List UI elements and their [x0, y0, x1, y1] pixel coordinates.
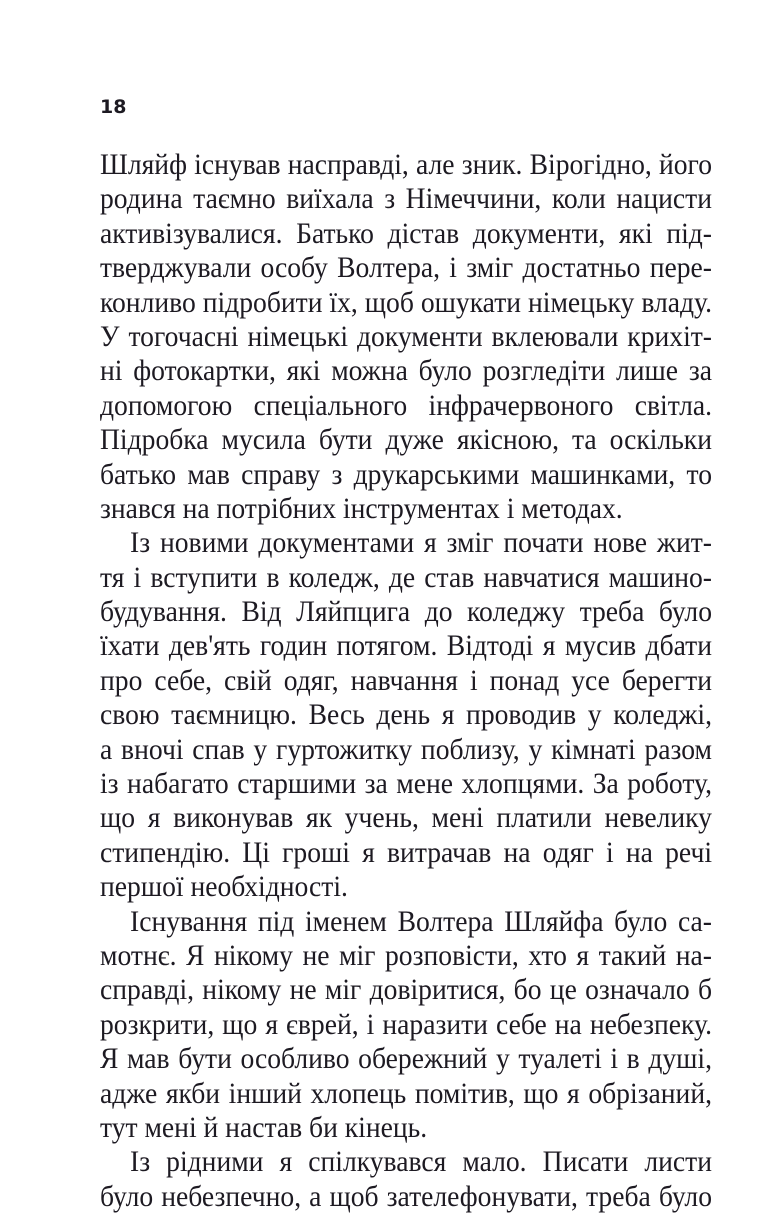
text-line-content: Підробка мусила бути дуже якісною, та оскільки	[100, 423, 712, 457]
text-line	[100, 458, 712, 492]
text-line	[100, 286, 712, 320]
text-line-content: Шляйф існував насправді, але зник. Вірогідно, його	[100, 148, 712, 181]
text-line	[100, 492, 712, 526]
text-line-content: стипендію. Ці гроші я витрачав на одяг і на речі	[100, 835, 712, 869]
text-line-content: Із новими документами я зміг почати нове жит-	[130, 526, 712, 560]
text-line-content: їхати дев'ять годин потягом. Відтоді я мусив дбати	[100, 629, 712, 663]
text-line	[100, 1180, 712, 1214]
paragraph	[100, 526, 712, 904]
text-line-content: Я мав бути особливо обережний у туалеті і в душі,	[100, 1042, 712, 1076]
text-line	[100, 217, 712, 251]
text-line-content: тут мені й настав би кінець.	[100, 1110, 428, 1144]
text-line	[100, 767, 712, 801]
text-line	[100, 870, 712, 904]
text-line	[100, 1008, 712, 1042]
text-line	[100, 320, 712, 354]
text-line	[100, 148, 712, 182]
text-line	[100, 389, 712, 423]
text-line-content: про себе, свій одяг, навчання і понад усе берегти	[100, 663, 712, 697]
paragraph	[100, 905, 712, 1146]
text-line-content: а вночі спав у гуртожитку поблизу, у кімнаті разом	[100, 732, 712, 766]
text-line-content: активізувалися. Батько дістав документи, які під-	[100, 216, 712, 250]
text-line-content: конливо підробити їх, щоб ошукати німецьку владу.	[100, 285, 712, 319]
page-number: 18	[100, 96, 127, 118]
text-line-content: що я виконував як учень, мені платили невелику	[100, 801, 712, 835]
text-line	[100, 354, 712, 388]
text-line	[100, 973, 712, 1007]
text-line-content: батько мав справу з друкарськими машинками, то	[100, 457, 712, 491]
text-line-content: тверджували особу Волтера, і зміг достатньо пере-	[100, 251, 712, 285]
text-line-content: було небезпечно, а щоб зателефонувати, треба було	[100, 1179, 712, 1213]
text-line-content: адже якби інший хлопець помітив, що я обрізаний,	[100, 1076, 712, 1110]
text-line	[100, 561, 712, 595]
text-line	[100, 905, 712, 939]
text-line-content: першої необхідності.	[100, 870, 348, 904]
text-line	[100, 801, 712, 835]
text-line-content: У тогочасні німецькі документи вклеювали крихіт-	[100, 319, 712, 353]
text-line	[100, 1111, 712, 1145]
text-line	[100, 939, 712, 973]
text-line	[100, 251, 712, 285]
text-line	[100, 733, 712, 767]
text-line-content: знався на потрібних інструментах і методах.	[100, 491, 623, 525]
text-line	[100, 836, 712, 870]
text-line	[100, 664, 712, 698]
text-line-content: розкрити, що я єврей, і наразити себе на небезпеку.	[100, 1007, 712, 1041]
text-line	[100, 1042, 712, 1076]
text-line-content: мотнє. Я нікому не міг розповісти, хто я такий на-	[100, 938, 712, 972]
body-text	[100, 148, 712, 1214]
text-line-content: родина таємно виїхала з Німеччини, коли нацисти	[100, 182, 712, 216]
text-line-content: Існування під іменем Волтера Шляйфа було са-	[130, 904, 712, 938]
paragraph	[100, 148, 712, 526]
text-line	[100, 526, 712, 560]
text-line-content: ні фотокартки, які можна було розгледіти лише за	[100, 354, 712, 388]
text-line	[100, 629, 712, 663]
text-line-content: справді, нікому не міг довіритися, бо це означало б	[100, 973, 712, 1007]
text-line-content: свою таємницю. Весь день я проводив у коледжі,	[100, 698, 712, 732]
text-line	[100, 182, 712, 216]
paragraph	[100, 1145, 712, 1214]
text-line	[100, 698, 712, 732]
text-line-content: допомогою спеціального інфрачервоного світла.	[100, 388, 712, 422]
text-line-content: із набагато старшими за мене хлопцями. За роботу,	[100, 767, 712, 801]
text-line	[100, 423, 712, 457]
text-line-content: будування. Від Ляйпцига до коледжу треба було	[100, 595, 712, 629]
text-line-content: тя і вступити в коледж, де став навчатися машино-	[100, 560, 712, 594]
text-line-content: Із рідними я спілкувався мало. Писати листи	[130, 1145, 712, 1179]
text-line	[100, 1077, 712, 1111]
text-line	[100, 1145, 712, 1179]
text-line	[100, 595, 712, 629]
